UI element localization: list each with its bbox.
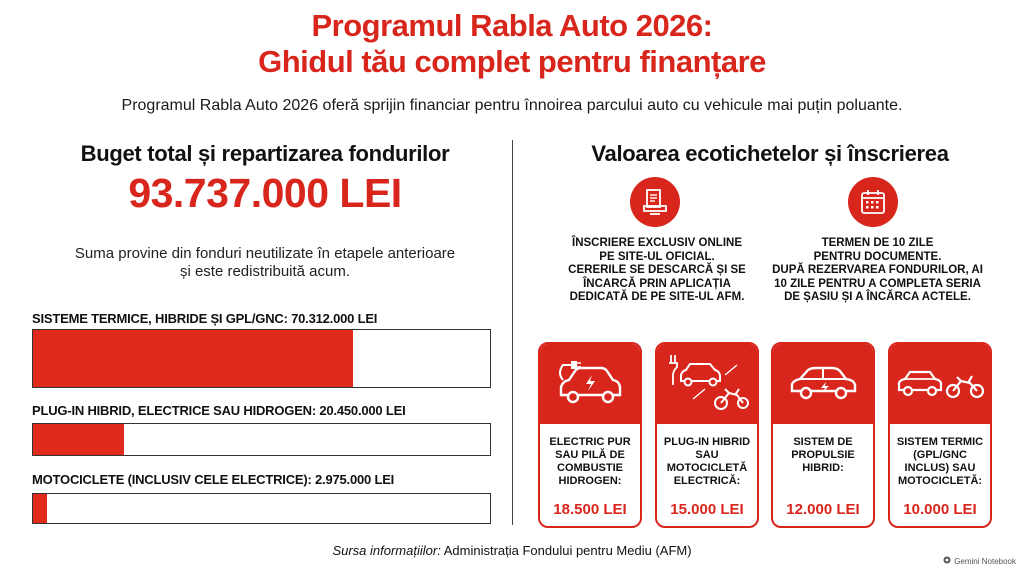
info-line: CERERILE SE DESCARCĂ ȘI SE bbox=[568, 264, 746, 276]
brand-watermark bbox=[943, 556, 1016, 566]
card-line: MOTOCICLETĂ: bbox=[897, 475, 983, 487]
info-line: DE ȘASIU ȘI A ÎNCĂRCA ACTELE. bbox=[784, 291, 971, 303]
bar-fill-motorcycles bbox=[33, 494, 47, 523]
source-label: Sursa informațiilor: bbox=[332, 543, 441, 558]
card-description bbox=[544, 436, 636, 488]
bar-track-plugin bbox=[32, 423, 491, 456]
card-description bbox=[894, 436, 986, 488]
card-line: MOTOCICLETĂ bbox=[666, 462, 748, 474]
card-price: 15.000 LEI bbox=[670, 501, 744, 518]
bar-label-thermal: SISTEME TERMICE, HIBRIDE ȘI GPL/GNC: 70.312.000 LEI bbox=[32, 311, 378, 326]
bar-label-motorcycles: MOTOCICLETE (INCLUSIV CELE ELECTRICE): 2.975.000 LEI bbox=[32, 472, 395, 487]
vouchers-heading: Valoarea ecotichetelor și înscrierea bbox=[591, 141, 949, 166]
card-line: INCLUS) SAU bbox=[904, 462, 976, 474]
card-description bbox=[777, 436, 869, 475]
bar-track-thermal bbox=[32, 329, 491, 388]
card-price: 18.500 LEI bbox=[553, 501, 627, 518]
info-line: ÎNCARCĂ PRIN APLICAȚIA bbox=[583, 277, 731, 290]
info-line: TERMEN DE 10 ZILE bbox=[821, 237, 934, 249]
car-motorcycle-icon bbox=[895, 362, 985, 407]
electric-car-icon bbox=[553, 353, 627, 416]
card-line: PLUG-IN HIBRID bbox=[663, 436, 751, 448]
card-line: ELECTRIC PUR bbox=[549, 436, 631, 448]
card-header bbox=[773, 344, 873, 424]
budget-note bbox=[40, 245, 490, 281]
card-line: (GPL/GNC bbox=[913, 449, 967, 461]
card-line: PROPULSIE bbox=[791, 449, 855, 461]
card-line: SISTEM DE bbox=[793, 436, 853, 448]
voucher-card-thermal bbox=[888, 342, 992, 528]
card-line: COMBUSTIE bbox=[557, 462, 623, 474]
budget-note-line1: Suma provine din fonduri neutilizate în etapele anterioare bbox=[74, 245, 456, 262]
info-online-registration bbox=[552, 237, 762, 305]
budget-heading: Buget total și repartizarea fondurilor bbox=[80, 141, 450, 166]
card-header bbox=[657, 344, 757, 424]
card-line: ELECTRICĂ: bbox=[673, 475, 741, 487]
page-subtitle: Programul Rabla Auto 2026 oferă sprijin financiar pentru înnoirea parcului auto cu vehicule mai puțin poluante. bbox=[121, 97, 903, 114]
brand-icon bbox=[943, 556, 951, 566]
bar-fill-thermal bbox=[33, 330, 353, 387]
card-price: 10.000 LEI bbox=[903, 501, 977, 518]
brand-name: Gemini Notebook bbox=[954, 556, 1016, 566]
hybrid-car-icon bbox=[786, 357, 860, 412]
card-header bbox=[540, 344, 640, 424]
card-line: HIDROGEN: bbox=[558, 475, 622, 487]
card-line: SAU PILĂ DE bbox=[555, 449, 625, 461]
column-divider bbox=[512, 140, 513, 525]
info-line: ÎNSCRIERE EXCLUSIV ONLINE bbox=[572, 237, 742, 249]
budget-total: 93.737.000 LEI bbox=[128, 170, 402, 216]
card-line: SISTEM TERMIC bbox=[896, 436, 984, 448]
budget-note-line2: și este redistribuită acum. bbox=[179, 263, 351, 280]
voucher-card-plugin bbox=[655, 342, 759, 528]
card-price: 12.000 LEI bbox=[786, 501, 860, 518]
plugin-car-motorcycle-icon bbox=[665, 351, 749, 418]
source-value: Administrația Fondului pentru Mediu (AFM) bbox=[443, 543, 692, 558]
document-computer-icon bbox=[630, 177, 680, 227]
info-line: PE SITE-UL OFICIAL. bbox=[599, 250, 715, 263]
card-line: HIBRID: bbox=[802, 462, 844, 474]
voucher-card-electric bbox=[538, 342, 642, 528]
info-line: DUPĂ REZERVAREA FONDURILOR, AI bbox=[772, 264, 983, 276]
calendar-icon bbox=[848, 177, 898, 227]
card-line: SAU bbox=[695, 449, 719, 461]
bar-fill-plugin bbox=[33, 424, 124, 455]
source-line bbox=[0, 543, 1024, 558]
info-line: PENTRU DOCUMENTE. bbox=[813, 250, 942, 263]
info-line: DEDICATĂ DE PE SITE-UL AFM. bbox=[569, 291, 745, 303]
card-description bbox=[661, 436, 753, 488]
page-title-line1: Programul Rabla Auto 2026: bbox=[311, 8, 713, 43]
voucher-card-hybrid bbox=[771, 342, 875, 528]
bar-track-motorcycles bbox=[32, 493, 491, 524]
info-deadline bbox=[760, 237, 995, 305]
page-title-line2: Ghidul tău complet pentru finanțare bbox=[258, 44, 766, 79]
bar-label-plugin: PLUG-IN HIBRID, ELECTRICE SAU HIDROGEN: 20.450.000 LEI bbox=[32, 403, 406, 418]
card-header bbox=[890, 344, 990, 424]
info-line: 10 ZILE PENTRU A COMPLETA SERIA bbox=[774, 277, 981, 290]
